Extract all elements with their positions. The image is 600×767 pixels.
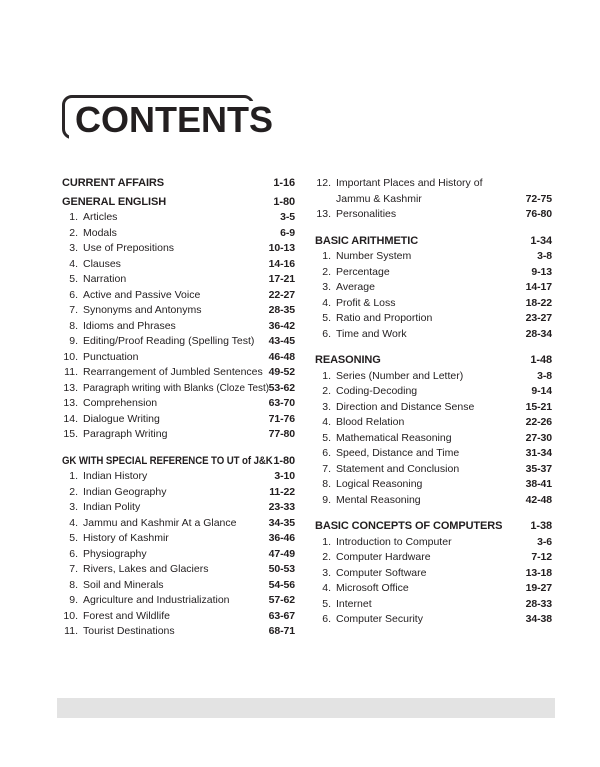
toc-item-number: 13. bbox=[63, 397, 78, 409]
toc-item bbox=[62, 500, 295, 516]
toc-item-pages: 3-8 bbox=[537, 250, 552, 262]
toc-item bbox=[62, 562, 295, 578]
toc-section-header bbox=[315, 234, 552, 250]
toc-item-label: Statement and Conclusion bbox=[336, 462, 460, 475]
toc-item-label: Coding-Decoding bbox=[336, 385, 418, 397]
toc-item-label: Rivers, Lakes and Glaciers bbox=[83, 563, 209, 575]
toc-item bbox=[315, 384, 552, 400]
toc-item-pages: 38-41 bbox=[525, 478, 552, 490]
toc-item bbox=[62, 272, 295, 288]
toc-item bbox=[315, 311, 552, 327]
toc-item bbox=[315, 566, 552, 582]
toc-item-label: Punctuation bbox=[83, 350, 139, 363]
toc-item-number: 15. bbox=[63, 428, 78, 440]
toc-item bbox=[62, 469, 295, 485]
page-title: CONTENTS bbox=[69, 101, 279, 139]
toc-item-pages: 36-42 bbox=[268, 319, 295, 332]
toc-item-label: Jammu and Kashmir At a Glance bbox=[83, 516, 237, 529]
toc-item bbox=[315, 415, 552, 431]
toc-item-label: Speed, Distance and Time bbox=[336, 447, 460, 459]
toc-item bbox=[62, 516, 295, 532]
toc-column-right bbox=[315, 176, 552, 640]
toc-item bbox=[315, 265, 552, 281]
toc-item-number: 8. bbox=[69, 319, 78, 332]
toc-item bbox=[315, 249, 552, 265]
toc-item-label: Narration bbox=[83, 273, 127, 285]
toc-item-number: 4. bbox=[69, 516, 78, 529]
toc-section-title: GK WITH SPECIAL REFERENCE TO UT of J&K bbox=[62, 454, 273, 467]
toc-item-pages: 68-71 bbox=[268, 625, 295, 637]
toc-item-number: 4. bbox=[322, 296, 331, 309]
toc-section-header bbox=[62, 176, 295, 192]
toc-item bbox=[62, 531, 295, 547]
toc-item-pages: 34-38 bbox=[525, 613, 552, 625]
toc-column-left bbox=[62, 176, 295, 640]
toc-section-items bbox=[315, 369, 552, 509]
toc-item-pages: 22-26 bbox=[525, 416, 552, 428]
toc-item-pages: 27-30 bbox=[525, 431, 552, 444]
toc-section-items bbox=[315, 176, 552, 223]
toc-item-label: Clauses bbox=[83, 257, 121, 270]
toc-item-number: 13. bbox=[63, 381, 78, 394]
toc-item-number: 1. bbox=[322, 369, 331, 382]
toc-item bbox=[315, 612, 552, 628]
toc-item bbox=[62, 427, 295, 443]
toc-item-number: 1. bbox=[322, 535, 331, 548]
toc-item-pages: 22-27 bbox=[268, 288, 295, 301]
toc-item-label: Indian History bbox=[83, 470, 148, 482]
toc-item-pages: 7-12 bbox=[531, 551, 552, 563]
toc-item-pages: 54-56 bbox=[268, 578, 295, 591]
toc-item-label: Active and Passive Voice bbox=[83, 288, 201, 301]
toc-item-pages: 3-5 bbox=[280, 211, 295, 223]
toc-item-number: 9. bbox=[322, 493, 331, 506]
toc-item bbox=[62, 381, 295, 397]
toc-item-label: Mathematical Reasoning bbox=[336, 431, 452, 444]
toc-item bbox=[315, 431, 552, 447]
toc-item bbox=[315, 493, 552, 509]
toc-item-pages: 34-35 bbox=[268, 516, 295, 529]
toc-item bbox=[315, 327, 552, 343]
toc-section bbox=[315, 176, 552, 223]
toc-item-number: 6. bbox=[322, 447, 331, 459]
toc-section-pages: 1-80 bbox=[273, 195, 295, 208]
toc-item-label: Mental Reasoning bbox=[336, 493, 421, 506]
toc-item-label: Indian Polity bbox=[83, 501, 141, 513]
toc-item-pages: 28-33 bbox=[525, 597, 552, 610]
toc-item-label: Idioms and Phrases bbox=[83, 319, 176, 332]
toc-item-pages: 63-67 bbox=[268, 609, 295, 622]
toc-item bbox=[315, 296, 552, 312]
toc-item bbox=[315, 597, 552, 613]
toc-item-label: Percentage bbox=[336, 265, 390, 278]
toc-section-header bbox=[315, 353, 552, 369]
toc-item-number: 1. bbox=[322, 250, 331, 262]
toc-section bbox=[315, 234, 552, 343]
toc-item-label: Paragraph writing with Blanks (Cloze Test) bbox=[83, 381, 270, 394]
toc-item-label: Rearrangement of Jumbled Sentences bbox=[83, 366, 263, 378]
toc-item-pages: 43-45 bbox=[268, 335, 295, 347]
toc-item-label: Average bbox=[336, 281, 375, 293]
toc-item bbox=[315, 176, 552, 207]
toc-item-label: Series (Number and Letter) bbox=[336, 369, 464, 382]
toc-item-number: 4. bbox=[322, 582, 331, 594]
toc-item-pages: 28-34 bbox=[525, 327, 552, 340]
toc-item-label: Use of Prepositions bbox=[83, 242, 175, 254]
toc-item-pages: 77-80 bbox=[268, 428, 295, 440]
toc-section-pages: 1-38 bbox=[530, 520, 552, 532]
toc-item-label: Introduction to Computer bbox=[336, 535, 452, 548]
toc-item-number: 8. bbox=[322, 478, 331, 490]
toc-item-pages: 53-62 bbox=[268, 381, 295, 394]
toc-item-number: 4. bbox=[69, 257, 78, 270]
toc-section-items bbox=[62, 469, 295, 640]
toc-item-number: 7. bbox=[69, 563, 78, 575]
toc-item-number: 6. bbox=[322, 327, 331, 340]
toc-item-pages: 23-27 bbox=[525, 312, 552, 324]
toc-item-number: 5. bbox=[322, 312, 331, 324]
toc-section-title: BASIC ARITHMETIC bbox=[315, 234, 419, 247]
toc-item-number: 3. bbox=[69, 242, 78, 254]
toc-item bbox=[62, 396, 295, 412]
toc-item-number: 2. bbox=[69, 485, 78, 498]
toc-section bbox=[62, 195, 295, 443]
toc-item-pages: 13-18 bbox=[525, 566, 552, 579]
toc-item bbox=[62, 578, 295, 594]
toc-item bbox=[62, 609, 295, 625]
toc-item-label: Number System bbox=[336, 250, 412, 262]
toc-item-pages: 71-76 bbox=[268, 412, 295, 425]
toc-item-pages: 72-75 bbox=[525, 192, 552, 205]
toc-item-pages: 3-6 bbox=[537, 535, 552, 548]
toc-item-number: 7. bbox=[322, 462, 331, 475]
toc-item bbox=[315, 280, 552, 296]
toc-item bbox=[315, 207, 552, 223]
toc-item bbox=[62, 350, 295, 366]
toc-item-number: 4. bbox=[322, 416, 331, 428]
toc-item-label: Important Places and History of Jammu & Kashmir bbox=[336, 177, 483, 205]
toc-item-number: 3. bbox=[322, 566, 331, 579]
toc-item-number: 6. bbox=[69, 547, 78, 560]
toc-section-items bbox=[62, 210, 295, 443]
toc-item-label: Tourist Destinations bbox=[83, 625, 175, 637]
toc-item-pages: 23-33 bbox=[268, 501, 295, 513]
toc-item bbox=[62, 257, 295, 273]
toc-item-number: 5. bbox=[69, 532, 78, 544]
toc-item-number: 10. bbox=[63, 609, 78, 622]
toc-item bbox=[62, 334, 295, 350]
toc-item-pages: 57-62 bbox=[268, 594, 295, 606]
toc-item-label: Editing/Proof Reading (Spelling Test) bbox=[83, 335, 255, 347]
toc-section-pages: 1-80 bbox=[273, 454, 295, 467]
toc-section-pages: 1-16 bbox=[273, 177, 295, 189]
toc-section-title: BASIC CONCEPTS OF COMPUTERS bbox=[315, 520, 503, 532]
toc-item-label: Modals bbox=[83, 226, 117, 239]
toc-item-label: Computer Security bbox=[336, 613, 423, 625]
toc-columns bbox=[62, 176, 552, 640]
toc-section-title: CURRENT AFFAIRS bbox=[62, 177, 164, 189]
toc-item-number: 6. bbox=[69, 288, 78, 301]
toc-item-number: 2. bbox=[322, 385, 331, 397]
toc-item-label: Articles bbox=[83, 211, 118, 223]
toc-item-pages: 76-80 bbox=[525, 208, 552, 220]
toc-item-pages: 42-48 bbox=[525, 493, 552, 506]
toc-section-header bbox=[62, 195, 295, 211]
toc-item-label: Dialogue Writing bbox=[83, 412, 160, 425]
toc-section-header bbox=[315, 519, 552, 535]
toc-item-number: 10. bbox=[63, 350, 78, 363]
toc-section-pages: 1-34 bbox=[530, 234, 552, 247]
toc-section-items bbox=[315, 535, 552, 628]
toc-item-pages: 46-48 bbox=[268, 350, 295, 363]
toc-section bbox=[62, 454, 295, 640]
toc-item-number: 2. bbox=[69, 226, 78, 239]
toc-item bbox=[62, 624, 295, 640]
toc-item bbox=[62, 241, 295, 257]
toc-item-number: 8. bbox=[69, 578, 78, 591]
toc-item-number: 7. bbox=[69, 304, 78, 316]
toc-item-label: Profit & Loss bbox=[336, 296, 396, 309]
toc-item bbox=[62, 226, 295, 242]
toc-item bbox=[315, 535, 552, 551]
toc-item-label: Synonyms and Antonyms bbox=[83, 304, 202, 316]
toc-item-pages: 11-22 bbox=[269, 485, 295, 498]
toc-item bbox=[62, 365, 295, 381]
toc-item-pages: 28-35 bbox=[268, 304, 295, 316]
toc-item-pages: 6-9 bbox=[280, 226, 295, 239]
toc-item bbox=[62, 547, 295, 563]
toc-item-number: 11. bbox=[64, 366, 78, 378]
toc-item-number: 1. bbox=[69, 211, 78, 223]
toc-item-label: Forest and Wildlife bbox=[83, 609, 170, 622]
toc-item-label: Comprehension bbox=[83, 397, 158, 409]
toc-item-pages: 19-27 bbox=[525, 582, 552, 594]
toc-item-pages: 15-21 bbox=[525, 400, 552, 413]
toc-item bbox=[315, 581, 552, 597]
toc-section bbox=[315, 519, 552, 628]
toc-item-label: Logical Reasoning bbox=[336, 478, 423, 490]
toc-section-pages: 1-48 bbox=[530, 354, 552, 366]
toc-item-label: Personalities bbox=[336, 208, 397, 220]
toc-item bbox=[315, 400, 552, 416]
toc-item-number: 11. bbox=[64, 625, 78, 637]
toc-item bbox=[315, 462, 552, 478]
toc-item-label: Blood Relation bbox=[336, 416, 405, 428]
toc-item-label: Direction and Distance Sense bbox=[336, 400, 475, 413]
toc-item bbox=[62, 319, 295, 335]
toc-section bbox=[62, 176, 295, 192]
toc-item-pages: 9-14 bbox=[531, 385, 552, 397]
toc-section-header bbox=[62, 454, 295, 470]
toc-item-number: 14. bbox=[63, 412, 78, 425]
toc-item bbox=[62, 210, 295, 226]
toc-item-number: 5. bbox=[322, 597, 331, 610]
toc-item-label: Soil and Minerals bbox=[83, 578, 164, 591]
toc-item-label: Ratio and Proportion bbox=[336, 312, 433, 324]
toc-item-number: 6. bbox=[322, 613, 331, 625]
toc-section-title: REASONING bbox=[315, 354, 381, 366]
toc-item-label: Internet bbox=[336, 597, 372, 610]
toc-item-pages: 47-49 bbox=[268, 547, 295, 560]
toc-item-number: 5. bbox=[322, 431, 331, 444]
toc-item-pages: 14-17 bbox=[525, 281, 552, 293]
toc-item-number: 9. bbox=[69, 335, 78, 347]
toc-item-number: 9. bbox=[69, 594, 78, 606]
toc-item-label: Paragraph Writing bbox=[83, 428, 168, 440]
toc-item bbox=[62, 303, 295, 319]
toc-item-number: 2. bbox=[322, 551, 331, 563]
toc-item bbox=[62, 593, 295, 609]
toc-item-pages: 49-52 bbox=[268, 366, 295, 378]
toc-section-items bbox=[315, 249, 552, 342]
toc-section-title: GENERAL ENGLISH bbox=[62, 195, 167, 208]
toc-item bbox=[315, 446, 552, 462]
toc-item-pages: 14-16 bbox=[268, 257, 295, 270]
toc-item-number: 3. bbox=[322, 400, 331, 413]
toc-item-pages: 36-46 bbox=[268, 532, 295, 544]
toc-item-label: Microsoft Office bbox=[336, 582, 409, 594]
toc-item-label: Time and Work bbox=[336, 327, 407, 340]
toc-item-pages: 9-13 bbox=[531, 265, 552, 278]
footer-bar bbox=[57, 698, 555, 718]
toc-item-number: 3. bbox=[322, 281, 331, 293]
toc-item-pages: 31-34 bbox=[525, 447, 552, 459]
toc-item-pages: 10-13 bbox=[268, 242, 295, 254]
toc-item-number: 5. bbox=[69, 273, 78, 285]
toc-section bbox=[315, 353, 552, 508]
toc-item-pages: 3-10 bbox=[274, 470, 295, 482]
contents-title-box bbox=[62, 95, 273, 140]
toc-item-pages: 3-8 bbox=[537, 369, 552, 382]
toc-item bbox=[315, 369, 552, 385]
toc-item bbox=[315, 477, 552, 493]
toc-item-pages: 17-21 bbox=[268, 273, 295, 285]
toc-item-pages: 50-53 bbox=[268, 563, 295, 575]
toc-item-label: Indian Geography bbox=[83, 485, 167, 498]
toc-item-number: 12. bbox=[316, 177, 331, 189]
toc-item bbox=[315, 550, 552, 566]
toc-item-number: 1. bbox=[69, 470, 78, 482]
toc-item-number: 13. bbox=[316, 208, 331, 220]
toc-item bbox=[62, 412, 295, 428]
toc-item-label: Agriculture and Industrialization bbox=[83, 594, 230, 606]
toc-item bbox=[62, 485, 295, 501]
toc-item-number: 2. bbox=[322, 265, 331, 278]
toc-item-label: Physiography bbox=[83, 547, 147, 560]
toc-item-label: Computer Hardware bbox=[336, 551, 431, 563]
toc-item-pages: 63-70 bbox=[268, 397, 295, 409]
toc-item-pages: 35-37 bbox=[525, 462, 552, 475]
toc-item-label: History of Kashmir bbox=[83, 532, 169, 544]
toc-item-label: Computer Software bbox=[336, 566, 427, 579]
toc-item bbox=[62, 288, 295, 304]
toc-item-pages: 18-22 bbox=[525, 296, 552, 309]
toc-item-number: 3. bbox=[69, 501, 78, 513]
